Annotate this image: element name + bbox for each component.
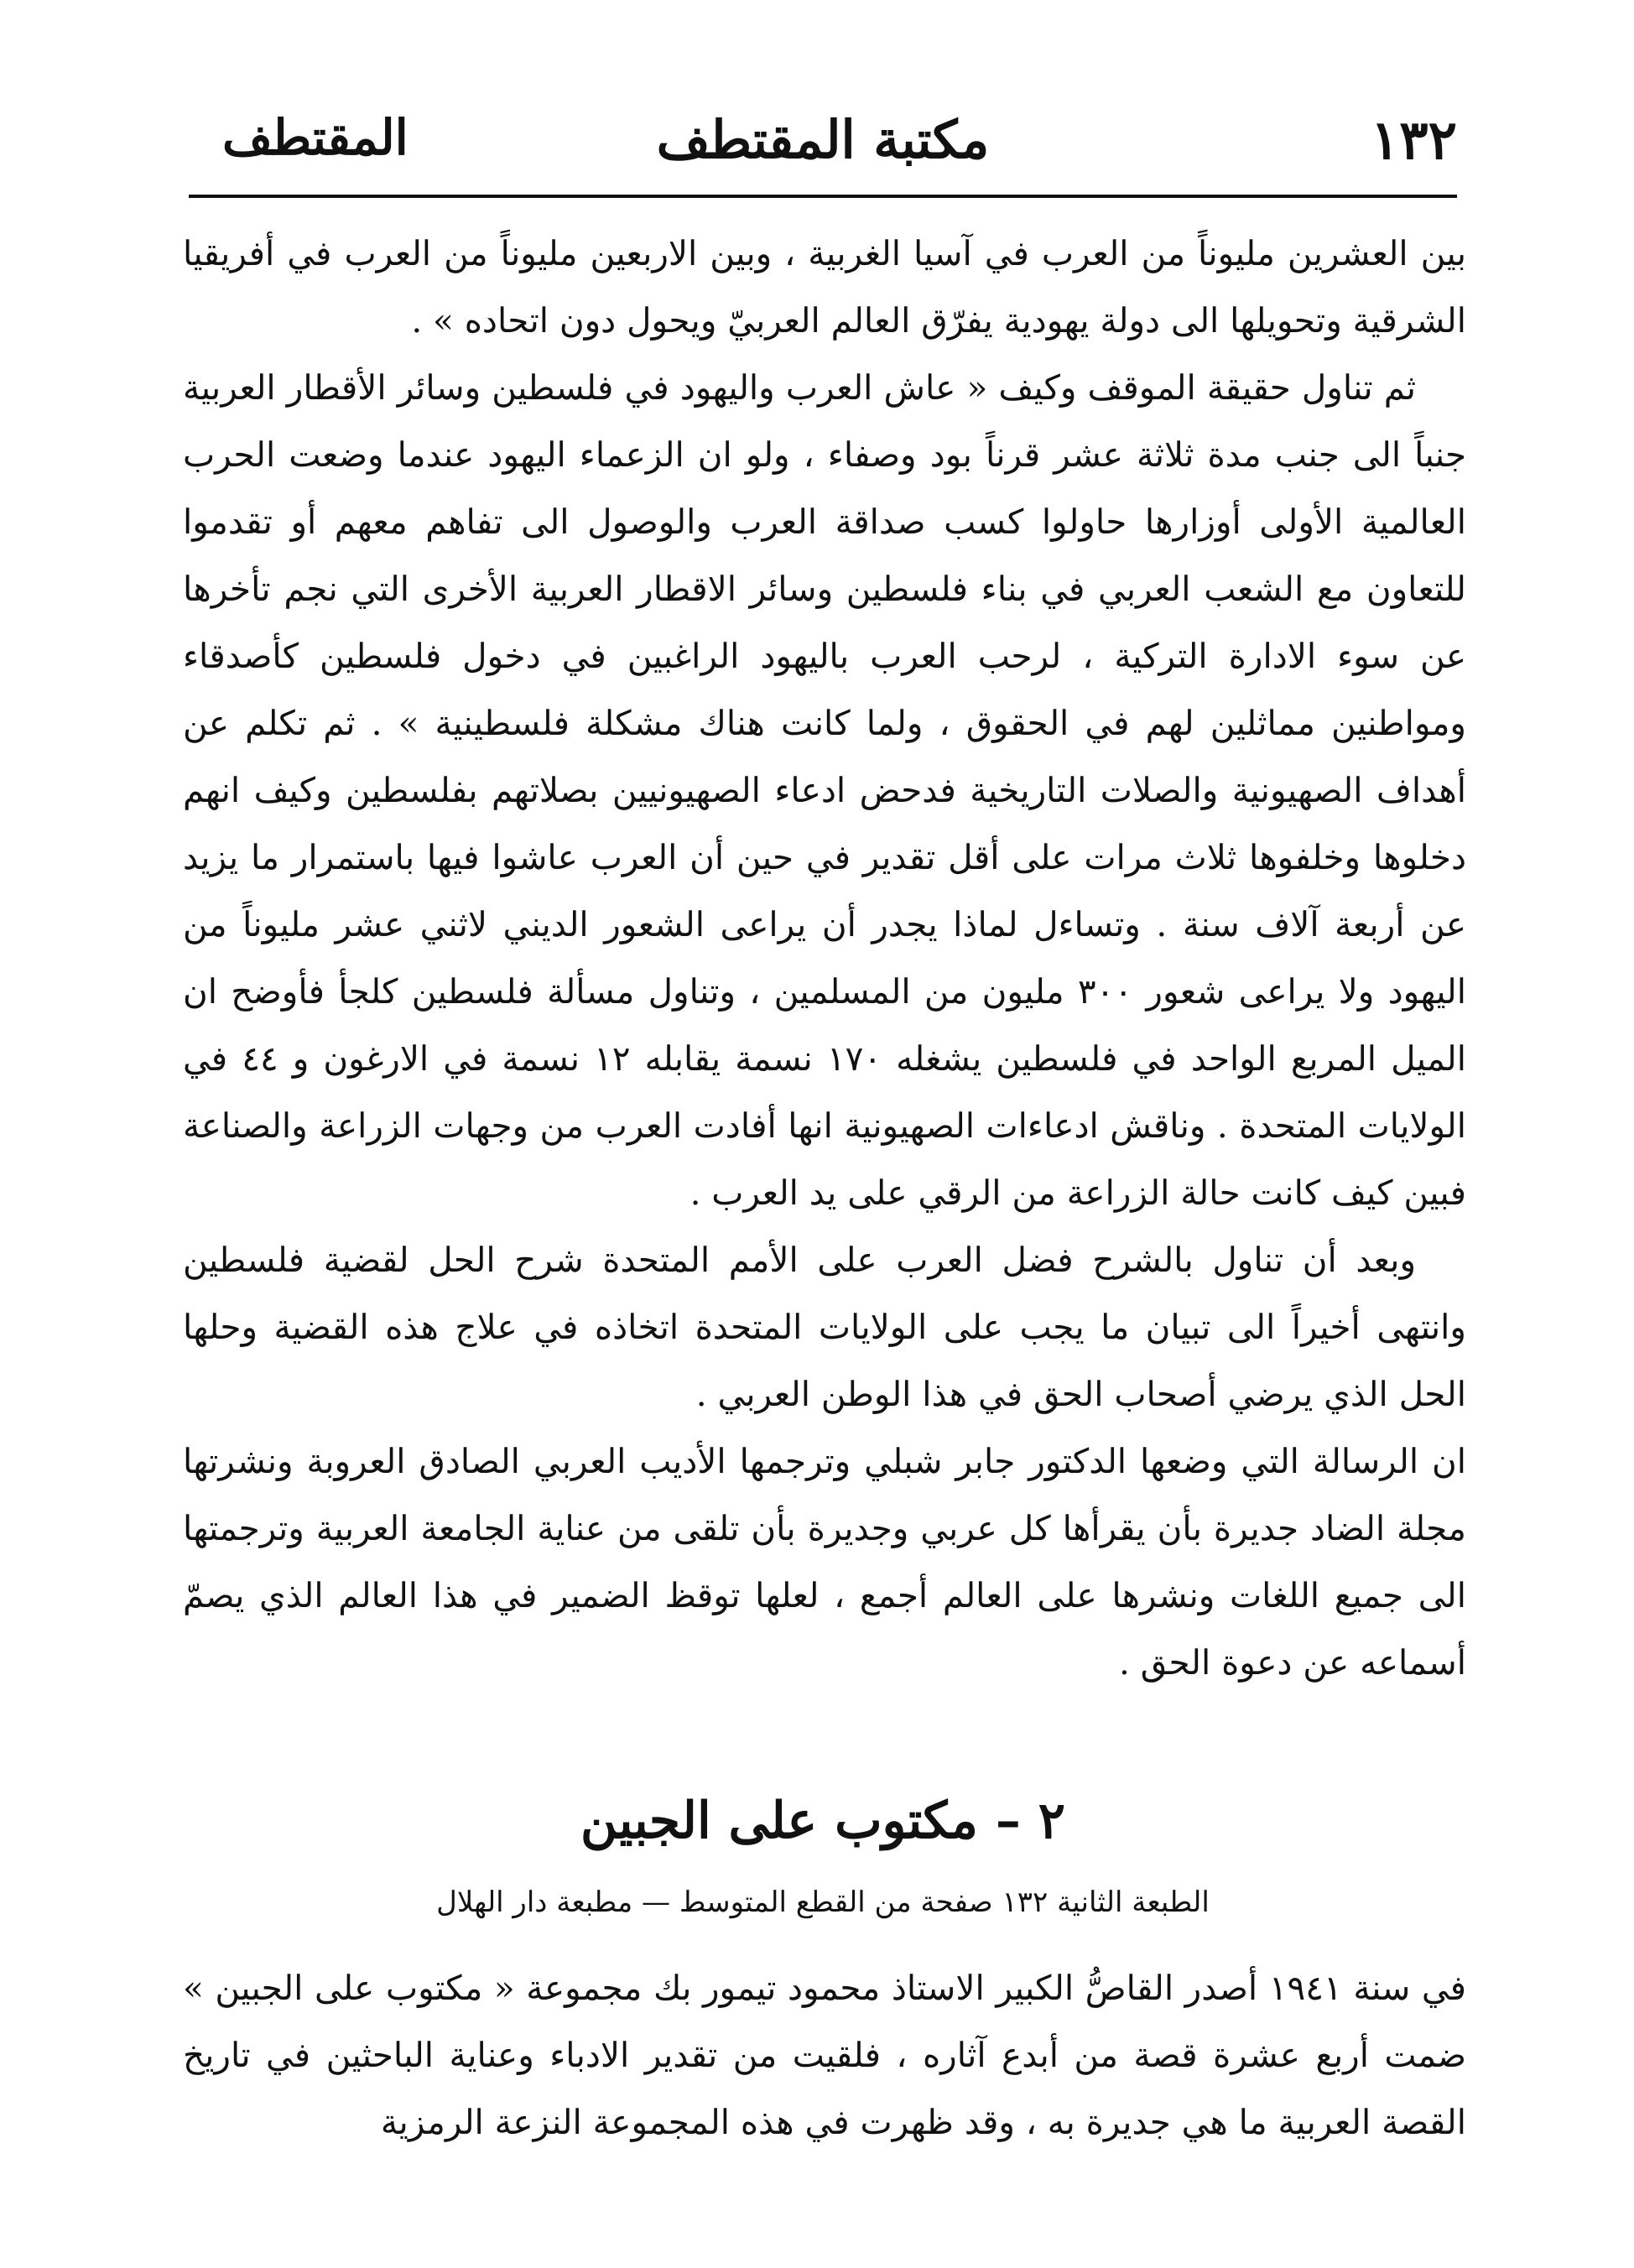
section-2-body <box>183 1954 1466 2156</box>
page-number: ١٣٢ <box>1370 109 1457 172</box>
section-2-title: ٢ – مكتوب على الجبين <box>580 1792 1065 1850</box>
journal-name: المقتطف <box>222 109 408 166</box>
section-2-paragraph: في سنة ١٩٤١ أصدر القاصُّ الكبير الاستاذ محمود تيمور بك مجموعة « مكتوب على الجبين » ضمت أربع عشرة قصة من أبدع آثاره ، فلقيت من تقدير الادباء وعناية الباحثين في تاريخ القصة العربية ما هي جديرة به ، وقد ظهرت في هذه المجموعة النزعة الرمزية <box>183 1968 1467 2142</box>
article-body <box>183 220 1466 1696</box>
running-header <box>189 101 1457 193</box>
paragraph-2: ثم تناول حقيقة الموقف وكيف « عاش العرب واليهود في فلسطين وسائر الأقطار العربية جنباً الى جنب مدة ثلاثة عشر قرناً بود وصفاء ، ولو ان الزعماء اليهود عندما وضعت الحرب العالمية الأولى أوزارها حاولوا كسب صداقة العرب والوصول الى تفاهم معهم أو تقدموا للتعاون مع الشعب العربي في بناء فلسطين وسائر الاقطار العربية الأخرى التي نجم تأخرها عن سوء الادارة التركية ، لرحب العرب باليهود الراغبين في دخول فلسطين كأصدقاء ومواطنين مماثلين لهم في الحقوق ، ولما كانت هناك مشكلة فلسطينية » . ثم تكلم عن أهداف الصهيونية والصلات التاريخية فدحض ادعاء الصهيونيين بصلاتهم بفلسطين وكيف انهم دخلوها وخلفوها ثلاث مرات على أقل تقدير في حين أن العرب عاشوا فيها باستمرار ما يزيد عن أربعة آلاف سنة . وتساءل لماذا يجدر أن يراعى الشعور الديني لاثني عشر مليوناً من اليهود ولا يراعى شعور ٣٠٠ مليون من المسلمين ، وتناول مسألة فلسطين كلجأ فأوضح ان الميل المربع الواحد في فلسطين يشغله ١٧٠ نسمة يقابله ١٢ نسمة في الارغون و ٤٤ في الولايات المتحدة . وناقش ادعاءات الصهيونية انها أفادت العرب من وجهات الزراعة والصناعة فبين كيف كانت حالة الزراعة من الرقي على يد العرب . <box>183 367 1467 1213</box>
paragraph-1: بين العشرين مليوناً من العرب في آسيا الغربية ، وبين الاربعين مليوناً من العرب في أفريقيا الشرقية وتحويلها الى دولة يهودية يفرّق العالم العربيّ ويحول دون اتحاده » . <box>183 233 1466 341</box>
paragraph-4: ان الرسالة التي وضعها الدكتور جابر شبلي وترجمها الأديب العربي الصادق العروبة ونشرتها مجلة الضاد جديرة بأن يقرأها كل عربي وجديرة بأن تلقى من عناية الجامعة العربية وترجمتها الى جميع اللغات ونشرها على العالم أجمع ، لعلها توقظ الضمير في هذا العالم الذي يصمّ أسماعه عن دعوة الحق . <box>183 1441 1466 1683</box>
header-divider <box>189 195 1457 198</box>
paragraph-3: وبعد أن تناول بالشرح فضل العرب على الأمم المتحدة شرح الحل لقضية فلسطين وانتهى أخيراً الى تبيان ما يجب على الولايات المتحدة اتخاذه في علاج هذه القضية وحلها الحل الذي يرضي أصحاب الحق في هذا الوطن العربي . <box>183 1240 1466 1414</box>
header-section-title: مكتبة المقتطف <box>656 109 990 170</box>
section-2-publication-info: الطبعة الثانية ١٣٢ صفحة من القطع المتوسط — مطبعة دار الهلال <box>436 1886 1210 1919</box>
